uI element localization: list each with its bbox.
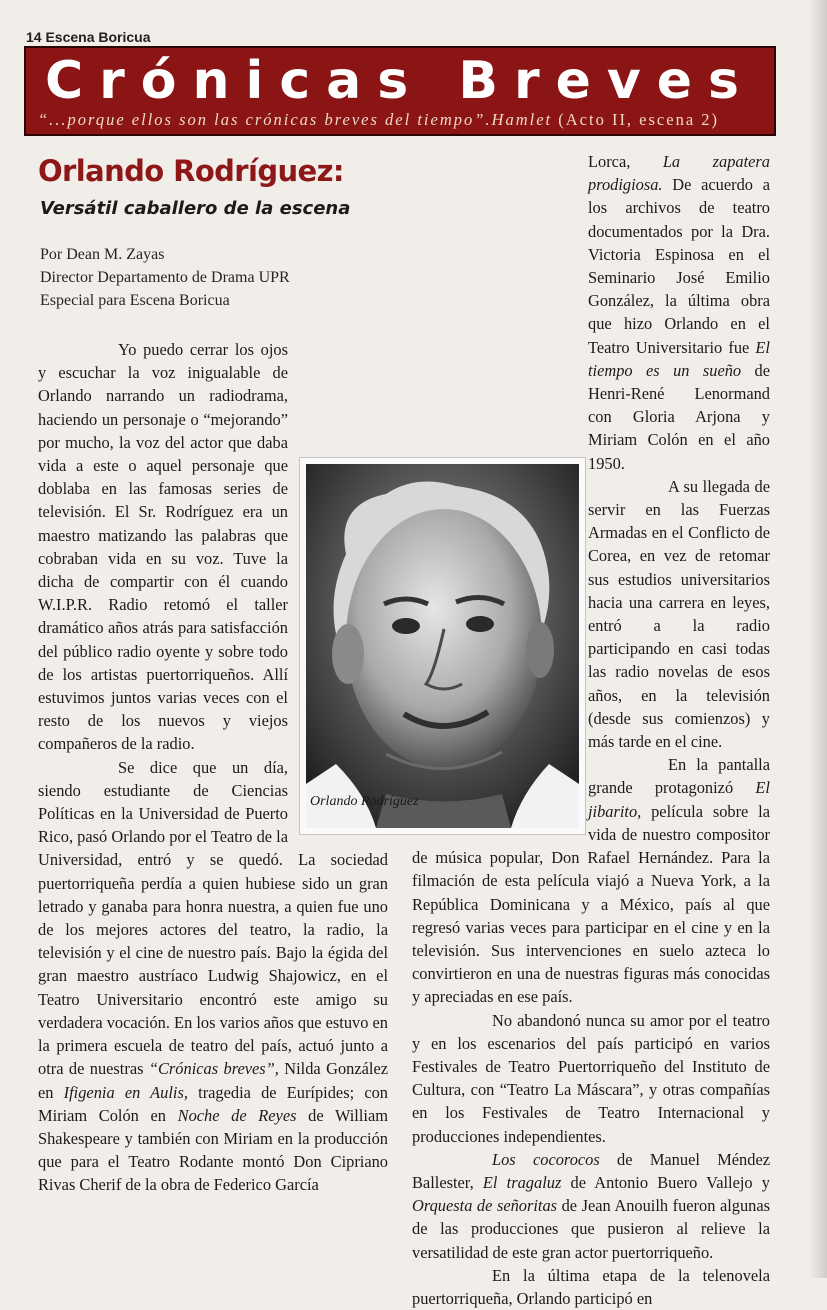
portrait-photo <box>299 457 586 835</box>
text-run: Se dice que un día, siendo estudiante de Ciencias Políticas en la Universidad de Puerto Rico, pasó Orlando por el Teatro de la Universidad, entró y se quedó. La sociedad puertorriqueña perdía a quien hubiese sido un gran letrado y ganaba para honra nuestra, a quien fue uno de los mejores actores del teatro, la radio, la televisión y el cine de nuestro país. Bajo la égida del gran maestro austríaco Ludwig Shajowicz, en el Teatro Universitario encontró este amigo su verdadera vocación. En los varios años que estuvo en la primera escuela de teatro del país, actuó junto a otra de nuestras <box>38 757 389 1079</box>
epigraph-work: Hamlet <box>491 110 553 129</box>
section-title: Crónicas Breves <box>44 51 755 111</box>
text-run: de William Shakespeare y también con Miriam en la producción que para el Teatro Rodante montó Don Cipriano Rivas Cherif de la obra de Federico García <box>38 1105 388 1195</box>
text-run: Lorca, <box>588 152 663 171</box>
article-title: Orlando Rodríguez: <box>38 154 344 188</box>
italic-title: El jibarito, <box>588 778 770 821</box>
text-run: de Antonio Buero Vallejo y <box>561 1172 771 1192</box>
byline-author: Por Dean M. Zayas <box>40 246 165 263</box>
text-run: De acuerdo a los archivos de teatro documentados por la Dra. Victoria Espinosa en el Seminario José Emilio González, la última obra que hizo Orlando en el Teatro Universitario fue <box>588 175 770 357</box>
page-edge-shadow <box>809 0 827 1278</box>
text-run: película sobre la vida de nuestro compositor de música popular, Don Rafael Hernández. Para la filmación de esta película viajó a Nueva York, a la República Dominicana y a México, país al que regresó varias veces para participar en el cine y en la televisión. Sus intervenciones en suelo azteca lo convirtieron en una de nuestras figuras más conocidas y apreciadas en ese país. <box>412 801 770 1007</box>
text-run: En la pantalla grande protagonizó <box>588 755 770 798</box>
photo-caption: Orlando Rodríguez <box>310 794 419 809</box>
italic-title: La zapatera prodigiosa. <box>588 152 770 195</box>
paragraph: No abandonó nunca su amor por el teatro y en los escenarios del país participó en varios Festivales de Teatro Puertorriqueño del Instituto de Cultura, con “Teatro La Máscara”, y otras compañías en los Festivales de Teatro Internacional y producciones independientes. <box>412 1010 770 1146</box>
page-number-header: 14 Escena Boricua <box>26 29 151 45</box>
text-run: de Jean Anouilh fueron algunas de las producciones que pusieron al relieve la versatilidad de este gran actor puertorriqueño. <box>412 1196 771 1262</box>
article-subtitle: Versátil caballero de la escena <box>40 198 351 219</box>
portrait-illustration <box>306 464 579 828</box>
text-run: tragedia de Eurípides; con Miriam Colón en <box>38 1082 388 1125</box>
text-run: de Henri-René Lenormand con Gloria Arjona y Miriam Colón en el año 1950. <box>588 360 771 473</box>
section-banner <box>24 46 776 136</box>
text-run: de Manuel Méndez Ballester, <box>412 1149 770 1192</box>
paragraph: Yo puedo cerrar los ojos y escuchar la voz inigualable de Orlando narrando un radiodrama, haciendo un personaje o “mejorando” por mucho, la voz del actor que daba vida a este o aquel personaje que doblaba en las famosas series de televisión. El Sr. Rodríguez era un maestro matizando las palabras que cobraban vida en su voz. Tuve la dicha de compartir con él cuando W.I.P.R. Radio retomó el taller dramático años atrás para satisfacción del público radio oyente y sobre todo de los artistas puertorriqueños. Allí estuvimos juntos varias veces con el resto de los nuevos y viejos compañeros de la radio. <box>38 340 288 754</box>
byline-title: Director Departamento de Drama UPR <box>40 269 290 286</box>
italic-title: El tragaluz <box>482 1172 562 1192</box>
italic-title: “Crónicas breves”, <box>148 1059 279 1079</box>
italic-title: Noche de Reyes <box>177 1105 297 1125</box>
portrait-image <box>306 464 579 828</box>
epigraph-quote: “...porque ellos son las crónicas breves del tiempo”. <box>38 110 492 129</box>
banner-epigraph <box>38 110 764 130</box>
epigraph-reference: (Acto II, escena 2) <box>552 110 720 129</box>
italic-title: Orquesta de señoritas <box>412 1196 558 1216</box>
text-run: Nilda González en <box>38 1059 388 1102</box>
byline-outlet: Especial para Escena Boricua <box>40 292 230 309</box>
byline <box>40 243 290 312</box>
italic-title: Los cocorocos <box>492 1149 600 1169</box>
paragraph <box>412 1148 770 1264</box>
italic-title: Ifigenia en Aulis, <box>63 1082 188 1102</box>
paragraph: En la última etapa de la telenovela puertorriqueña, Orlando participó en <box>412 1265 770 1308</box>
paragraph <box>412 150 770 475</box>
italic-title: El tiempo es un sueño <box>588 337 770 380</box>
paragraph: A su llegada de servir en las Fuerzas Armadas en el Conflicto de Corea, en vez de retomar sus estudios universitarios hacia una carrera en leyes, entró a la radio participando en casi todas las radio novelas de esos años, en la televisión (desde sus comienzos) y más tarde en el cine. <box>588 476 770 752</box>
